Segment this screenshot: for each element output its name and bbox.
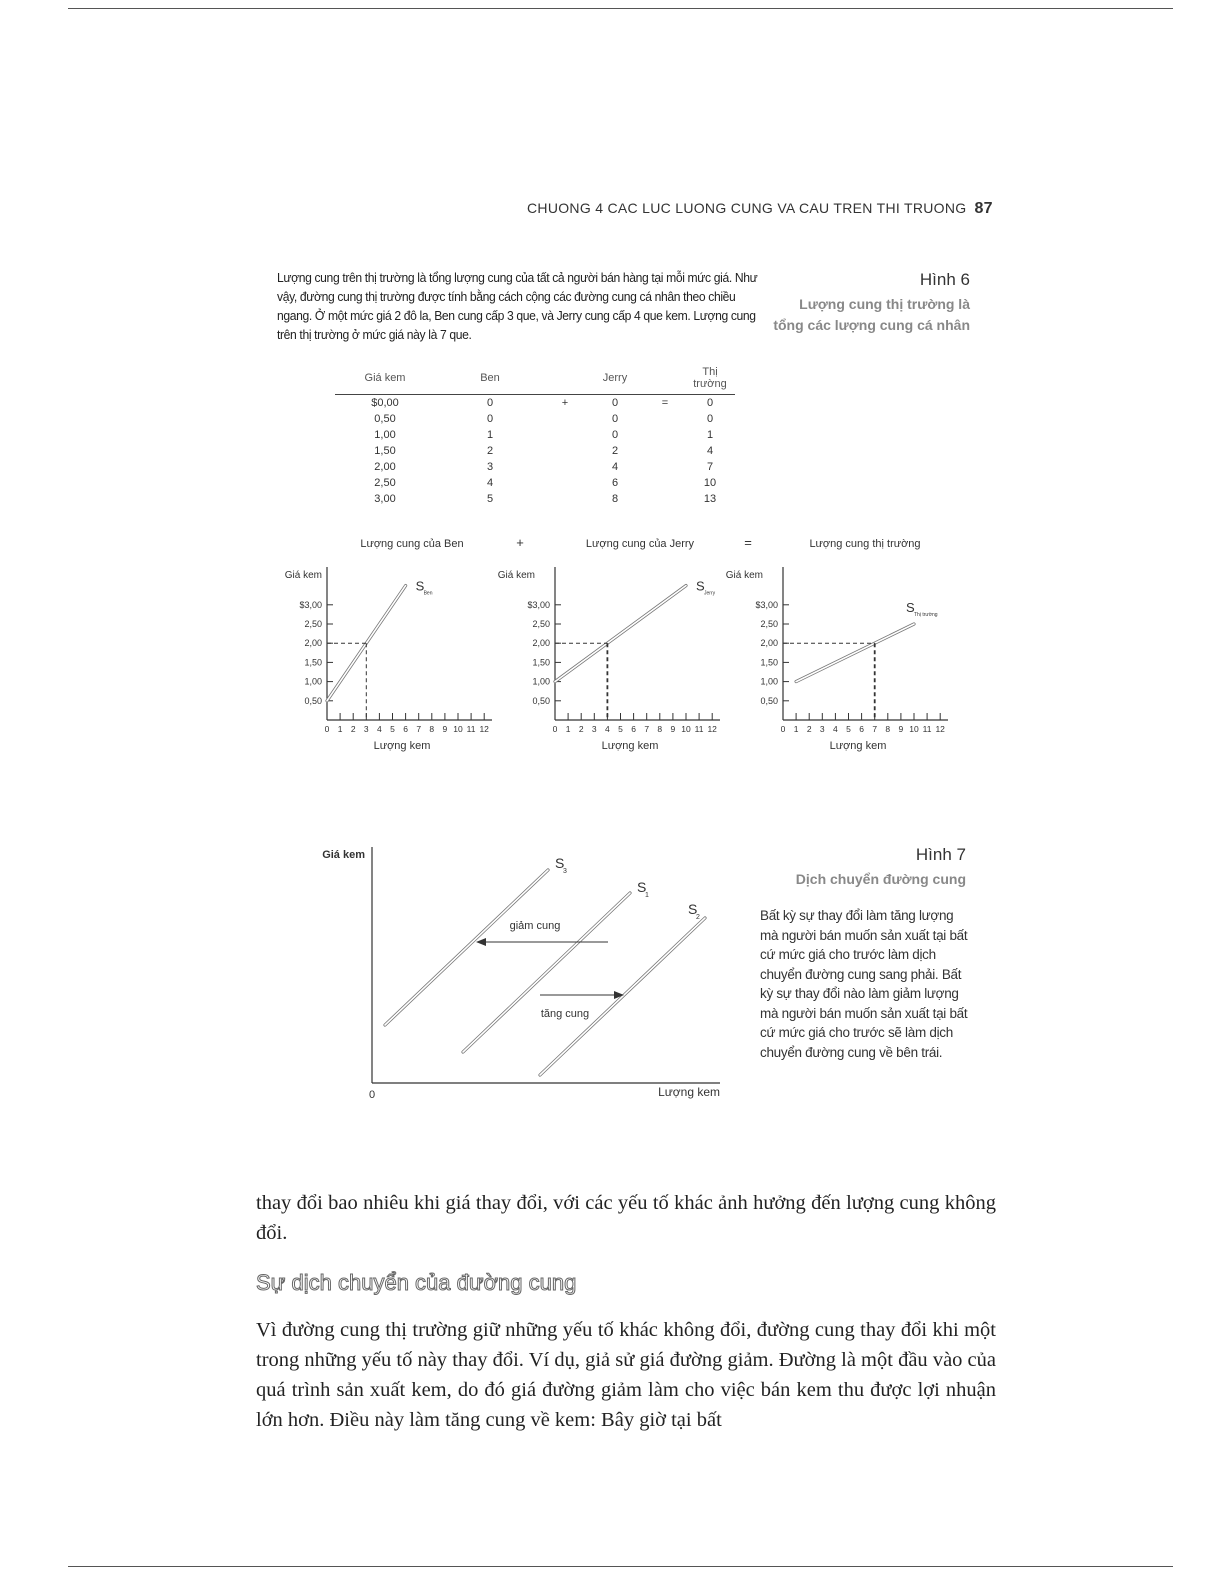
x-tick-label: 9 — [442, 724, 448, 734]
curve-label: S — [906, 600, 915, 615]
body-paragraph-2: Vì đường cung thị trường giữ những yếu tố khác không đổi, đường cung thay đổi khi một trong những yếu tố này thay đổi. Ví dụ, giả sử giá đường giảm. Đường là một đầu vào của quá trình sản xuất kem, do đó giá đường giảm làm cho việc bán kem thu được lợi nhuận lớn hơn. Điều này làm tăng cung về kem: Bây giờ tại bất — [256, 1319, 996, 1431]
y-tick-label: 0,50 — [304, 695, 322, 706]
x-axis-label: Lượng kem — [601, 740, 659, 752]
col-price: Giá kem — [335, 364, 435, 395]
table-cell: 0 — [486, 413, 494, 425]
curve-subscript: 3 — [563, 868, 567, 875]
operator: + — [561, 397, 569, 409]
x-axis-label: Lượng kem — [658, 1085, 720, 1099]
table-cell: 1,00 — [374, 429, 396, 441]
y-tick-label: 0,50 — [760, 695, 778, 706]
chart-title: Lượng cung của Jerry — [585, 538, 695, 550]
x-tick-label: 2 — [350, 724, 356, 734]
x-tick-label: 2 — [578, 724, 584, 734]
table-cell: 0 — [611, 429, 619, 441]
x-tick-label: 7 — [644, 724, 650, 734]
table-cell: 10 — [703, 477, 717, 489]
supply-curve-inner — [463, 893, 630, 1052]
curve-subscript: 1 — [645, 892, 649, 899]
y-tick-label: 2,00 — [532, 638, 550, 649]
y-tick-label: $3,00 — [755, 599, 778, 610]
decrease-label: giảm cung — [509, 920, 561, 932]
y-tick-label: 2,00 — [304, 638, 322, 649]
y-tick-label: 1,00 — [760, 676, 778, 687]
col-jerry: Jerry — [585, 364, 645, 395]
x-tick-label: 1 — [337, 724, 343, 734]
table-cell: 1 — [706, 429, 714, 441]
curve-label: S — [688, 901, 698, 917]
x-tick-label: 0 — [552, 724, 558, 734]
chart-title: Lượng cung thị trường — [809, 538, 921, 550]
table-cell: 2,50 — [374, 477, 396, 489]
y-tick-label: 1,50 — [760, 657, 778, 668]
x-tick-label: 2 — [806, 724, 812, 734]
curve-label: S — [637, 879, 647, 895]
x-tick-label: 4 — [833, 724, 838, 734]
table-cell: 1,50 — [374, 445, 396, 457]
curve-subscript: Jerry — [704, 590, 716, 597]
x-tick-label: 12 — [935, 724, 945, 734]
x-tick-label: 5 — [618, 724, 623, 734]
figure6-caption-line2: tổng các lượng cung cá nhân — [773, 317, 970, 333]
x-tick-label: 5 — [846, 724, 851, 734]
curve-label: S — [415, 578, 425, 594]
x-tick-label: 8 — [885, 724, 891, 734]
x-tick-label: 11 — [694, 724, 704, 734]
chart-title: Lượng cung của Ben — [360, 538, 464, 550]
y-tick-label: $3,00 — [299, 599, 322, 610]
supply-curve-inner — [555, 586, 686, 682]
col-ben: Ben — [435, 364, 545, 395]
figure7-description: Bất kỳ sự thay đổi làm tăng lượng mà người bán muốn sản xuất tại bất cứ mức giá cho trước làm dịch chuyển đường cung sang phải. Bất kỳ sự thay đổi nào làm giảm lượng mà người bán muốn sản xuất tại bất cứ mức giá cho trước sẽ làm dịch chuyển đường cung về bên trái. — [760, 908, 968, 1060]
table-cell: 1 — [486, 429, 494, 441]
table-cell: 0,50 — [374, 413, 396, 425]
x-tick-label: 9 — [898, 724, 904, 734]
x-tick-label: 3 — [363, 724, 369, 734]
x-tick-label: 1 — [793, 724, 799, 734]
table-cell: 5 — [486, 493, 494, 505]
table-cell: 0 — [706, 413, 714, 425]
x-tick-label: 10 — [909, 724, 919, 734]
x-tick-label: 4 — [377, 724, 382, 734]
x-tick-label: 8 — [429, 724, 435, 734]
page-number: 87 — [974, 200, 993, 217]
table-cell: 2 — [486, 445, 494, 457]
x-tick-label: 7 — [872, 724, 878, 734]
section-title: Sự dịch chuyển của đường cung — [256, 1270, 577, 1295]
table-cell: 7 — [706, 461, 714, 473]
table-cell: 0 — [611, 397, 619, 409]
curve-subscript: Ben — [423, 590, 433, 597]
curve-subscript: 2 — [696, 914, 700, 921]
figure7-title: Dịch chuyển đường cung — [795, 871, 966, 887]
y-axis-label: Giá kem — [322, 849, 365, 861]
figure7-number: Hình 7 — [915, 845, 966, 864]
equals-operator: = — [744, 535, 752, 550]
figure6-number: Hình 6 — [919, 270, 970, 289]
origin-label: 0 — [368, 1089, 376, 1101]
x-tick-label: 3 — [591, 724, 597, 734]
y-tick-label: $3,00 — [527, 599, 550, 610]
table-cell: 0 — [486, 397, 494, 409]
x-tick-label: 12 — [707, 724, 717, 734]
x-tick-label: 7 — [416, 724, 422, 734]
figure6-caption-line1: Lượng cung thị trường là — [799, 296, 970, 312]
y-tick-label: 2,00 — [760, 638, 778, 649]
supply-curve-inner — [327, 586, 406, 701]
x-axis-label: Lượng kem — [373, 740, 431, 752]
x-axis-label: Lượng kem — [829, 740, 887, 752]
supply-curve-inner — [796, 624, 914, 682]
figure6-intro: Lượng cung trên thị trường là tổng lượng cung của tất cả người bán hàng tại mỗi mức giá. Như vậy, đường cung thị trường được tính bằng cách cộng các đường cung cá nhân theo chiều ngang. Ở một mức giá 2 đô la, Ben cung cấp 3 que, và Jerry cung cấp 4 que kem. Lượng cung trên thị trường ở mức giá này là 7 que. — [277, 270, 758, 342]
figure7-caption — [770, 845, 966, 890]
table-cell: 2,00 — [374, 461, 396, 473]
x-tick-label: 11 — [466, 724, 476, 734]
y-tick-label: 1,00 — [304, 676, 322, 687]
x-tick-label: 6 — [403, 724, 408, 734]
table-cell: 13 — [703, 493, 717, 505]
y-tick-label: 1,50 — [304, 657, 322, 668]
y-tick-label: 2,50 — [304, 619, 322, 629]
x-tick-label: 10 — [453, 724, 463, 734]
x-tick-label: 6 — [631, 724, 636, 734]
table-cell: 3 — [486, 461, 494, 473]
table-cell: 4 — [611, 461, 619, 473]
y-tick-label: 2,50 — [760, 619, 778, 629]
table-cell: 0 — [706, 397, 714, 409]
col-market: Thị trường — [685, 364, 735, 395]
body-paragraph-1: thay đổi bao nhiêu khi giá thay đổi, với các yếu tố khác ảnh hưởng đến lượng cung không đổi. — [256, 1192, 996, 1244]
running-title: CHUONG 4 CAC LUC LUONG CUNG VA CAU TREN THI TRUONG — [527, 200, 967, 216]
curve-label: S — [696, 578, 705, 594]
increase-label: tăng cung — [540, 1008, 590, 1020]
y-tick-label: 2,50 — [532, 619, 550, 629]
y-tick-label: 1,00 — [532, 676, 550, 687]
table-cell: 6 — [611, 477, 619, 489]
y-tick-label: 0,50 — [532, 695, 550, 706]
operator: = — [661, 397, 669, 409]
plus-operator: + — [516, 535, 524, 550]
x-tick-label: 3 — [819, 724, 825, 734]
x-tick-label: 0 — [324, 724, 330, 734]
table-cell: $0,00 — [371, 397, 399, 409]
table-cell: 4 — [706, 445, 714, 457]
y-axis-label: Giá kem — [284, 570, 322, 581]
y-tick-label: 1,50 — [532, 657, 550, 668]
table-cell: 3,00 — [374, 493, 396, 505]
curve-label: S — [555, 855, 565, 871]
x-tick-label: 10 — [681, 724, 691, 734]
table-cell: 4 — [486, 477, 494, 489]
x-tick-label: 1 — [565, 724, 571, 734]
x-tick-label: 6 — [859, 724, 864, 734]
y-axis-label: Giá kem — [497, 570, 535, 581]
table-cell: 2 — [611, 445, 619, 457]
x-tick-label: 12 — [479, 724, 489, 734]
x-tick-label: 4 — [605, 724, 610, 734]
x-tick-label: 0 — [780, 724, 786, 734]
x-tick-label: 8 — [657, 724, 663, 734]
y-axis-label: Giá kem — [725, 570, 763, 581]
table-cell: 8 — [611, 493, 619, 505]
supply-curve-inner — [385, 870, 548, 1025]
x-tick-label: 11 — [922, 724, 932, 734]
x-tick-label: 9 — [670, 724, 676, 734]
table-cell: 0 — [611, 413, 619, 425]
curve-subscript: Thị trường — [914, 612, 938, 618]
x-tick-label: 5 — [390, 724, 395, 734]
